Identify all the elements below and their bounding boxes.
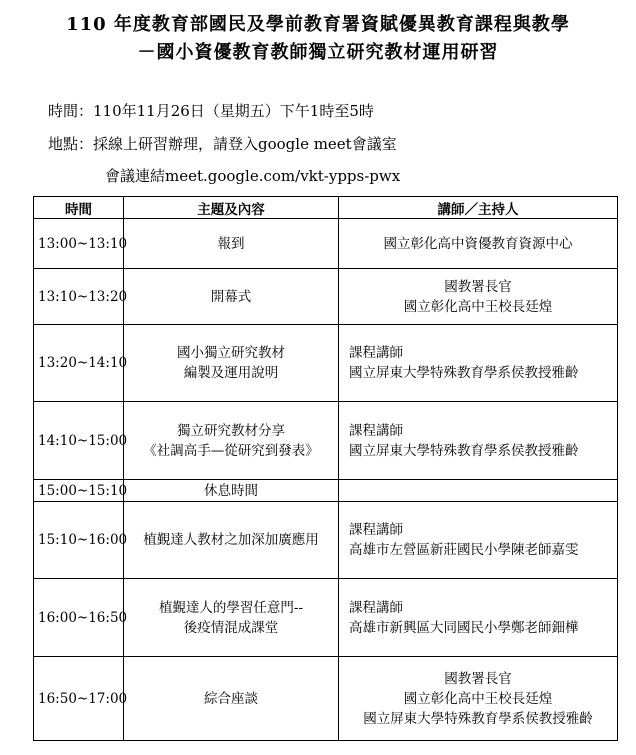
event-place: 地點：採線上研習辦理，請登入google meet會議室 [48,135,397,153]
table-row [34,325,618,402]
cell-time: 13:00~13:10 [34,219,124,269]
cell-time: 13:20~14:10 [34,325,124,402]
host-line: 國立彰化高中王校長廷煌 [403,690,553,707]
document-title-line1: 110 年度教育部國民及學前教育署資賦優異教育課程與教學 [66,14,570,35]
cell-topic [124,480,339,502]
cell-host [339,325,618,402]
host-line: 高雄市左營區新莊國民小學陳老師嘉雯 [349,542,579,558]
cell-time: 13:10~13:20 [34,269,124,325]
host-line: 國立屏東大學特殊教育學系侯教授雅齡 [363,710,593,727]
host-line: 課程講師 [349,522,403,538]
schedule-table [33,196,618,741]
table-row [34,657,618,741]
header-topic: 主題及內容 [124,197,339,219]
topic-line: 報到 [217,235,245,252]
document-title-line2: －國小資優教育教師獨立研究教材運用研習 [137,42,499,63]
cell-host [339,579,618,657]
host-line: 國立屏東大學特殊教育學系侯教授雅齡 [349,365,579,381]
cell-host [339,219,618,269]
cell-host [339,480,618,502]
table-row [34,579,618,657]
host-line: 課程講師 [349,345,403,361]
table-row [34,269,618,325]
event-time: 時間：110年11月26日（星期五）下午1時至5時 [48,102,374,120]
header-time: 時間 [34,197,124,219]
host-line: 國教署長官 [444,670,512,687]
topic-line: 植覲達人教材之加深加廣應用 [143,532,319,548]
topic-line: 《社調高手—從研究到發表》 [143,442,319,459]
host-line: 課程講師 [349,599,403,616]
cell-topic [124,579,339,657]
cell-time: 15:10~16:00 [34,502,124,579]
cell-host [339,269,618,325]
cell-host [339,502,618,579]
topic-line: 植覲達人的學習任意門-- [158,599,304,616]
cell-topic [124,402,339,480]
cell-topic [124,657,339,741]
cell-topic [124,325,339,402]
topic-line: 休息時間 [204,482,258,499]
table-row [34,402,618,480]
host-line: 課程講師 [349,422,403,439]
cell-host [339,657,618,741]
topic-line: 編製及運用說明 [183,365,279,381]
cell-time: 16:50~17:00 [34,657,124,741]
cell-host [339,402,618,480]
topic-line: 開幕式 [210,288,252,305]
cell-time: 15:00~15:10 [34,480,124,502]
table-header-row [34,197,618,219]
topic-line: 後疫情混成課堂 [183,619,279,636]
header-host: 講師／主持人 [339,197,618,219]
host-line: 國立彰化高中資優教育資源中心 [383,235,573,252]
host-line: 國教署長官 [444,278,512,295]
table-row [34,502,618,579]
table-row [34,219,618,269]
host-line: 國立屏東大學特殊教育學系侯教授雅齡 [349,442,579,459]
topic-line: 國小獨立研究教材 [177,345,285,361]
cell-topic [124,219,339,269]
host-line: 高雄市新興區大同國民小學鄭老師鈿樺 [349,619,579,636]
cell-time: 14:10~15:00 [34,402,124,480]
cell-topic [124,269,339,325]
topic-line: 綜合座談 [204,690,258,707]
topic-line: 獨立研究教材分享 [177,422,285,439]
cell-topic [124,502,339,579]
cell-time: 16:00~16:50 [34,579,124,657]
meeting-link: 會議連結meet.google.com/vkt-ypps-pwx [105,167,401,185]
table-row [34,480,618,502]
host-line: 國立彰化高中王校長廷煌 [403,298,553,315]
